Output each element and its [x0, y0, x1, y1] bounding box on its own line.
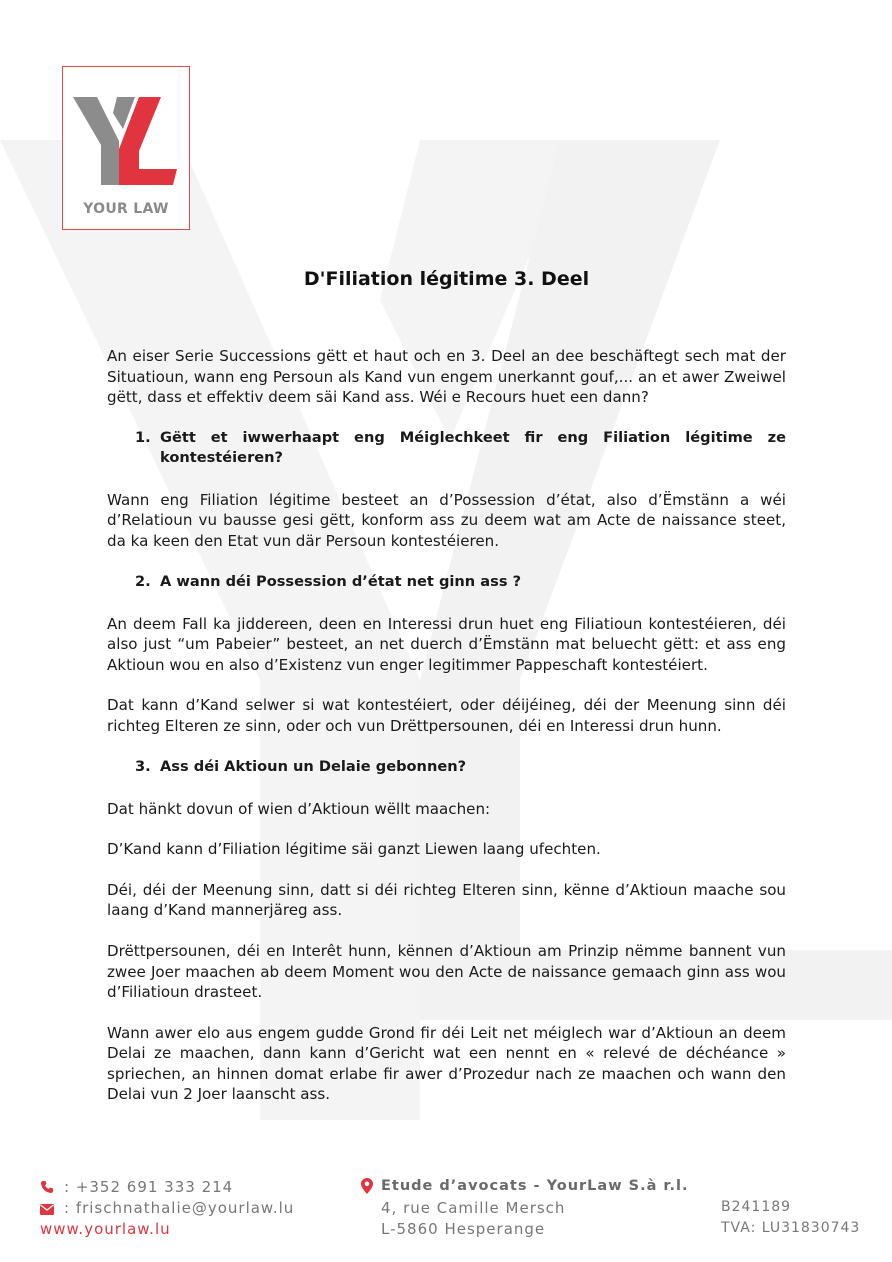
answer-paragraph-3d: Drëttpersounen, déi en Interêt hunn, kënnen d’Aktioun am Prinzip nëmme bannent vun zwee Joer maachen ab deem Moment wou den Acte de naissance gemaach ginn ass wou d’Filiatioun drasteet. [107, 941, 786, 1002]
footer-city: L-5860 Hesperange [381, 1220, 546, 1238]
company-logo [62, 66, 190, 230]
answer-paragraph-3b: D’Kand kann d’Filiation légitime säi ganzt Liewen laang ufechten. [107, 840, 601, 859]
phone-icon [40, 1180, 54, 1194]
question-heading-2 [135, 572, 786, 592]
question-number: 1. [135, 428, 151, 446]
intro-paragraph: An eiser Serie Successions gëtt et haut och en 3. Deel an dee beschäftegt sech mat der Situatioun, wann eng Persoun als Kand vun engem unerkannt gouf,... an et awer Zweiwel gëtt, dass et effektiv deem säi Kand ass. Wéi e Recours huet een dann? [107, 347, 786, 407]
footer-email[interactable]: : frischnathalie@yourlaw.lu [64, 1199, 295, 1217]
answer-paragraph-1: Wann eng Filiation légitime besteet an d’Possession d’état, also d’Ëmstänn a wéi d’Relatioun vu bausse gesi gëtt, konform ass zu deem wat am Acte de naissance steet, da ka keen den Etat vun där Persoun kontestéieren. [107, 490, 786, 550]
question-text: A wann déi Possession d’état net ginn ass ? [160, 572, 522, 590]
footer-firm-name: Etude d’avocats - YourLaw S.à r.l. [381, 1178, 689, 1194]
logo-brand-text: YOUR LAW [83, 201, 169, 217]
footer-tva-number: TVA: LU31830743 [721, 1220, 861, 1236]
answer-paragraph-2b: Dat kann d’Kand selwer si wat kontestéiert, oder déijéineg, déi der Meenung sinn déi richteg Elteren ze sinn, oder och vun Drëttpersounen, déi en Interessi drun hunn. [107, 696, 786, 735]
envelope-icon [40, 1204, 54, 1215]
question-heading-1 [135, 428, 786, 468]
footer-website[interactable]: www.yourlaw.lu [40, 1220, 171, 1238]
location-pin-icon [361, 1178, 373, 1194]
article-body [107, 268, 786, 1125]
answer-paragraph-2a: An deem Fall ka jiddereen, deen en Interessi drun huet eng Filiatioun kontestéieren, déi also just “um Pabeier” besteet, an net duerch d’Ëmstänn mat beluecht gëtt: et ass eng Aktioun wou en also d’Existenz vun enger legitimmer Pappeschaft kontestéiert. [107, 614, 786, 674]
answer-paragraph-3e: Wann awer elo aus engem gudde Grond fir déi Leit net méiglech war d’Aktioun an deem Delai ze maachen, dann kann d’Gericht wat een nennt en « relevé de déchéance » spriechen, an hinnen domat erlabe fir awer d’Prozedur nach ze maachen och wann den Delai vun 2 Joer laanscht ass. [107, 1023, 786, 1104]
question-number: 2. [135, 572, 151, 590]
footer-street: 4, rue Camille Mersch [381, 1199, 566, 1217]
page-title: D'Filiation légitime 3. Deel [303, 268, 590, 290]
question-number: 3. [135, 757, 151, 775]
question-heading-3 [135, 757, 786, 777]
question-text: Gëtt et iwwerhaapt eng Méiglechkeet fir eng Filiation légitime ze kontestéieren? [160, 428, 786, 466]
yl-logo-mark [73, 89, 181, 189]
footer-rcs-number: B241189 [721, 1199, 792, 1215]
page-footer [0, 1176, 892, 1246]
question-text: Ass déi Aktioun un Delaie gebonnen? [160, 757, 467, 775]
footer-phone: : +352 691 333 214 [64, 1178, 234, 1196]
answer-paragraph-3a: Dat hänkt dovun of wien d’Aktioun wëllt maachen: [107, 799, 491, 818]
answer-paragraph-3c: Déi, déi der Meenung sinn, datt si déi richteg Elteren sinn, kënne d’Aktioun maache sou laang d’Kand mannerjäreg ass. [107, 880, 786, 920]
